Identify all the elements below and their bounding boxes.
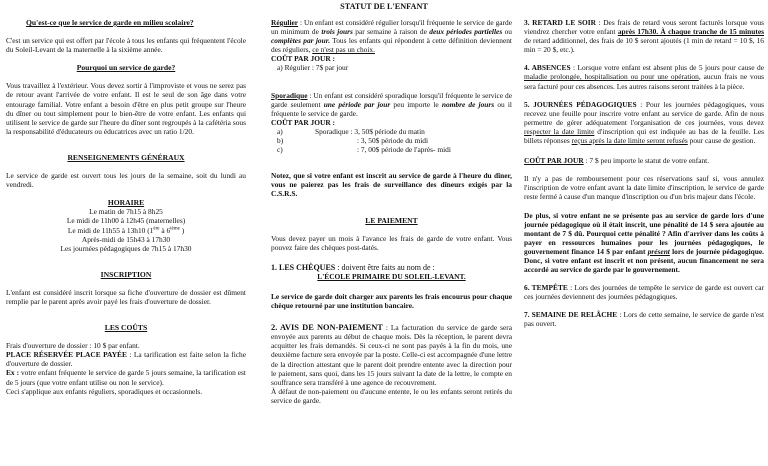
regular-text: Régulier : Un enfant est considéré régulier lorsqu'il fréquente le service de garde un minimum de trois jours par semaine à raison de deux périodes partielles ou complètes par jour. Tous les enfants qui répondent à cette définition deviennent des réguliers, ce n'est pas un choix.: [271, 18, 512, 55]
column-middle: [271, 18, 512, 405]
ped-days-text: 5. JOURNÉES PÉDAGOGIQUES : Pour les journées pédagogiques, vous recevez une feuille pour inscrire votre enfant au service de garde. Afin de nous permettre de gérer adéquatement l'organisation de ces journées, vous devez respecter la date limite d'inscription qui est indiquée au bas de la feuille. Les billets réponses reçus après la date limite seront refusés pour cause de gestion.: [524, 99, 765, 146]
schedule-noon-grades: Le midi de 11h55 à 13h10 (1ère à 6ième ): [67, 225, 185, 235]
schedule-heading: HORAIRE: [107, 198, 145, 208]
page-title: STATUT DE L'ENFANT: [340, 2, 428, 11]
schedule-ped-days: Les journées pédagogiques de 7h15 à 17h30: [60, 243, 192, 253]
penalty-text: De plus, si votre enfant ne se présente pas au service de garde lors d'une journée pédagogique où il était inscrit, une pénalité de 14 $ sera ajoutée au montant de 7 $ dû. Pourquoi cette pénalité ? Afin d'arriver dans les coûts à payer en ressources humaines pour les journées pédagogiques, le gouvernement finance 14 $ par enfant présent lors de journée pédagogique. Donc, si votre enfant est inscrit et non présent, aucun financement ne sera accordé au service de garde par le gouvernement.: [524, 210, 764, 275]
cheques-text: 1. LES CHÈQUES : doivent être faits au nom de :: [271, 262, 435, 272]
list-item: b) : 3, 50$ période du midi: [277, 136, 429, 146]
ped-cost-text: COÛT PAR JOUR : 7 $ peu importe le statut de votre enfant.: [524, 156, 710, 166]
costs-example: Ex : votre enfant fréquente le service de garde 5 jours semaine, la tarification est de 5 jours (que votre enfant utilise ou non le service).: [6, 368, 246, 387]
regular-cost-item: a) Régulier : 7$ par jour: [277, 63, 349, 73]
payment-heading: LE PAIEMENT: [365, 215, 418, 225]
sporadic-cost-label: COÛT PAR JOUR :: [271, 117, 335, 127]
lunch-note: Notez, que si votre enfant est inscrit au service de garde à l'heure du dîner, vous ne paierez pas les frais de surveillance des dîneurs exigés par la C.S.R.S.: [271, 171, 512, 199]
cheques-note: Le service de garde doit charger aux parents les frais encourus pour chaque chèque retourné par une institution bancaire.: [271, 291, 512, 311]
regular-cost-label: COÛT PAR JOUR :: [271, 54, 335, 64]
payment-text: Vous devez payer un mois à l'avance les frais de garde de votre enfant. Vous pouvez faire des chèques post-datés.: [271, 233, 512, 252]
refund-text: Il n'y a pas de remboursement pour ces réservations sauf si, vous annulez l'inscription de votre enfant avant la date limite d'inscription, le service de garde reste fermé à cause d'un manque d'inscription ou d'un bris majeur dans l'école.: [524, 174, 764, 202]
absences-text: 4. ABSENCES : Lorsque votre enfant est absent plus de 5 jours pour cause de maladie prolongée, hospitalisation ou pour une opération, aucun frais ne vous sera facturé pour ces absences. Les autres raisons seront traitées à la pièce.: [524, 63, 764, 91]
cheques-payee: L'ÉCOLE PRIMAIRE DU SOLEIL-LEVANT.: [317, 271, 466, 281]
non-payment-withdrawal: À défaut de non-paiement ou d'aucune entente, le ou les enfants seront retirés du service de garde.: [271, 386, 512, 405]
schedule-noon-k: Le midi de 11h00 à 12h45 (maternelles): [66, 216, 186, 226]
schedule-morning: Le matin de 7h15 à 8h25: [89, 207, 163, 217]
column-right: [524, 18, 764, 329]
what-is-text: C'est un service qui est offert par l'école à tous les enfants qui fréquentent l'école du Soleil-Levant de la maternelle à la sixième année.: [6, 36, 246, 55]
why-text: Vous travaillez à l'extérieur. Vous devez sortir à l'improviste et vous ne serez pas de retour avant l'arrivée de votre enfant. Il est le seul de son âge dans votre entourage familial. Votre enfant a besoin d'être en plus petit groupe sur l'heure du dîner ou tout simplement pour le bien-être de votre enfant. Les enfants qui utilisent le service de garde sur l'heure du dîner sont regroupés à la cafétéria sous la responsabilité d'éducateurs ou éducatrices avec un ratio 1/20.: [6, 81, 246, 136]
late-pickup-text: 3. RETARD LE SOIR : Des frais de retard vous seront facturés lorsque vous viendrez chercher votre enfant après 17h30. À chaque tranche de 15 minutes de retard additionnel, des frais de 10 $ seront ajoutés (1 min de retard = 10 $, 16 min = 20 $, etc.).: [524, 18, 765, 55]
storm-text: 6. TEMPÊTE : Lors des journées de tempête le service de garde est ouvert car ces journées deviennent des journées pédagogiques.: [524, 283, 764, 302]
costs-opening-fee: Frais d'ouverture de dossier : 10 $ par enfant.: [6, 341, 140, 351]
what-is-heading: Qu'est-ce que le service de garde en milieu scolaire?: [26, 18, 194, 27]
column-left: [6, 18, 246, 396]
costs-reserved-place: PLACE RÉSERVÉE PLACE PAYÉE : La tarification est faite selon la fiche d'ouverture de dossier.: [6, 350, 247, 369]
costs-heading: LES COÛTS: [104, 323, 148, 333]
general-info-heading: RENSEIGNEMENTS GÉNÉRAUX: [67, 152, 185, 162]
why-heading: Pourquoi un service de garde?: [76, 63, 176, 73]
list-item: c) : 7, 00$ période de l'après- midi: [277, 145, 451, 155]
list-item: a) Sporadique : 3, 50$ période du matin: [277, 126, 425, 136]
costs-applies: Ceci s'applique aux enfants réguliers, sporadiques et occasionnels.: [6, 386, 203, 396]
registration-text: L'enfant est considéré inscrit lorsque sa fiche d'ouverture de dossier est dûment remplie par le parent après avoir payé les frais d'ouverture de dossier.: [6, 287, 246, 306]
registration-heading: INSCRIPTION: [100, 269, 152, 279]
schedule-afternoon: Après-midi de 15h43 à 17h30: [81, 234, 171, 244]
sporadic-text: Sporadique : Un enfant est considéré sporadique lorsqu'il fréquente le service de garde seulement une période par jour peu importe le nombre de jours ou il fréquente le service de garde.: [271, 90, 512, 118]
non-payment-text: 2. AVIS DE NON-PAIEMENT : La facturation du service de garde sera envoyée aux parents au début de chaque mois. Dès la réception, le parent devra acquitter les frais demandés. Si ceux-ci ne sont pas payés à la fin du mois, une deuxième facture sera envoyée par la poste. Celle-ci est accompagnée d'une lettre de la direction attestant que le parent doit prendre entente avec la direction pour le paiement, sans quoi, dans les 15 jours suivant la date de la lettre, le compte en souffrance sera transféré à une agence de recouvrement.: [271, 323, 513, 387]
spring-break-text: 7. SEMAINE DE RELÂCHE : Lors de cette semaine, le service de garde n'est pas ouvert.: [524, 310, 764, 329]
general-info-text: Le service de garde est ouvert tous les jours de la semaine, soit du lundi au vendredi.: [6, 171, 246, 190]
sporadic-cost-list: [271, 127, 512, 154]
